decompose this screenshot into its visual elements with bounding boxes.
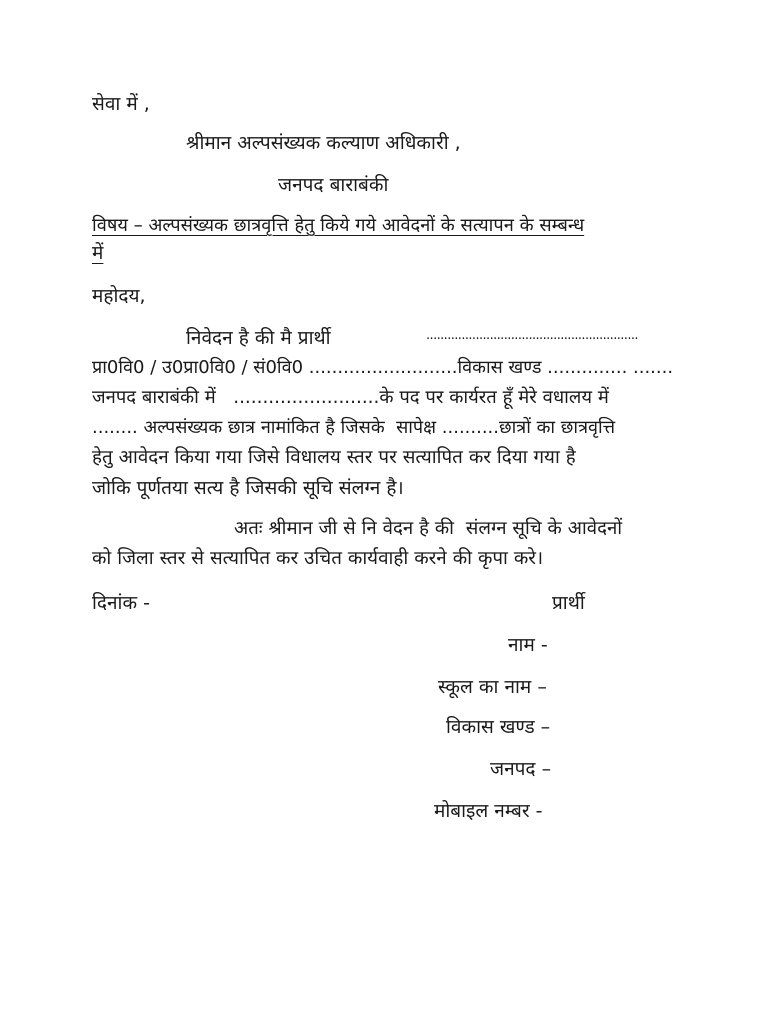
school-name-label: स्कूल का नाम –: [438, 676, 547, 698]
subject-line-2: में: [92, 242, 104, 264]
applicant-label: प्रार्थी: [552, 592, 585, 614]
address-to: सेवा में ,: [92, 93, 150, 115]
salutation: महोदय,: [92, 285, 146, 307]
body-p2-line2: को जिला स्तर से सत्यापित कर उचित कार्यवाही करने की कृपा करे।: [92, 548, 544, 569]
subject-line-1: विषय – अल्पसंख्यक छात्रवृत्ति हेतु किये गये आवेदनों के सत्यापन के सम्बन्ध: [92, 215, 585, 236]
body-p1-line1-text: निवेदन है की मै प्रार्थी: [186, 327, 331, 349]
body-p1-line5: हेतु आवेदन किया गया जिसे विधालय स्तर पर सत्यापित कर दिया गया है: [92, 447, 576, 468]
body-p1-line2: प्रा0वि0 / उ0प्रा0वि0 / सं0वि0 ..........................विकास खण्ड .............. .......: [92, 357, 674, 378]
body-p1-line3: जनपद बाराबंकी में .........................के पद पर कार्यरत हूँ मेरे वधालय में: [92, 387, 609, 408]
mobile-label: मोबाइल नम्बर -: [434, 800, 543, 822]
district-label: जनपद –: [490, 758, 552, 780]
block-label: विकास खण्ड –: [446, 716, 551, 738]
address-district: जनपद बाराबंकी: [278, 174, 389, 196]
body-p1-line6: जोकि पूर्णतया सत्य है जिसकी सूचि संलग्न है।: [92, 477, 404, 499]
body-p2-line1: अतः श्रीमान जी से नि वेदन है की संलग्न सूचि के आवेदनों: [234, 518, 623, 539]
body-p1-line1-blank: ............................................................: [426, 328, 638, 343]
date-label: दिनांक -: [92, 592, 150, 614]
body-p1-line4: ........ अल्पसंख्यक छात्र नामांकित है जिसके सापेक्ष ..........छात्रों का छात्रवृत्ति: [92, 417, 616, 438]
address-recipient: श्रीमान अल्पसंख्यक कल्याण अधिकारी ,: [186, 132, 461, 154]
name-label: नाम -: [508, 634, 548, 656]
